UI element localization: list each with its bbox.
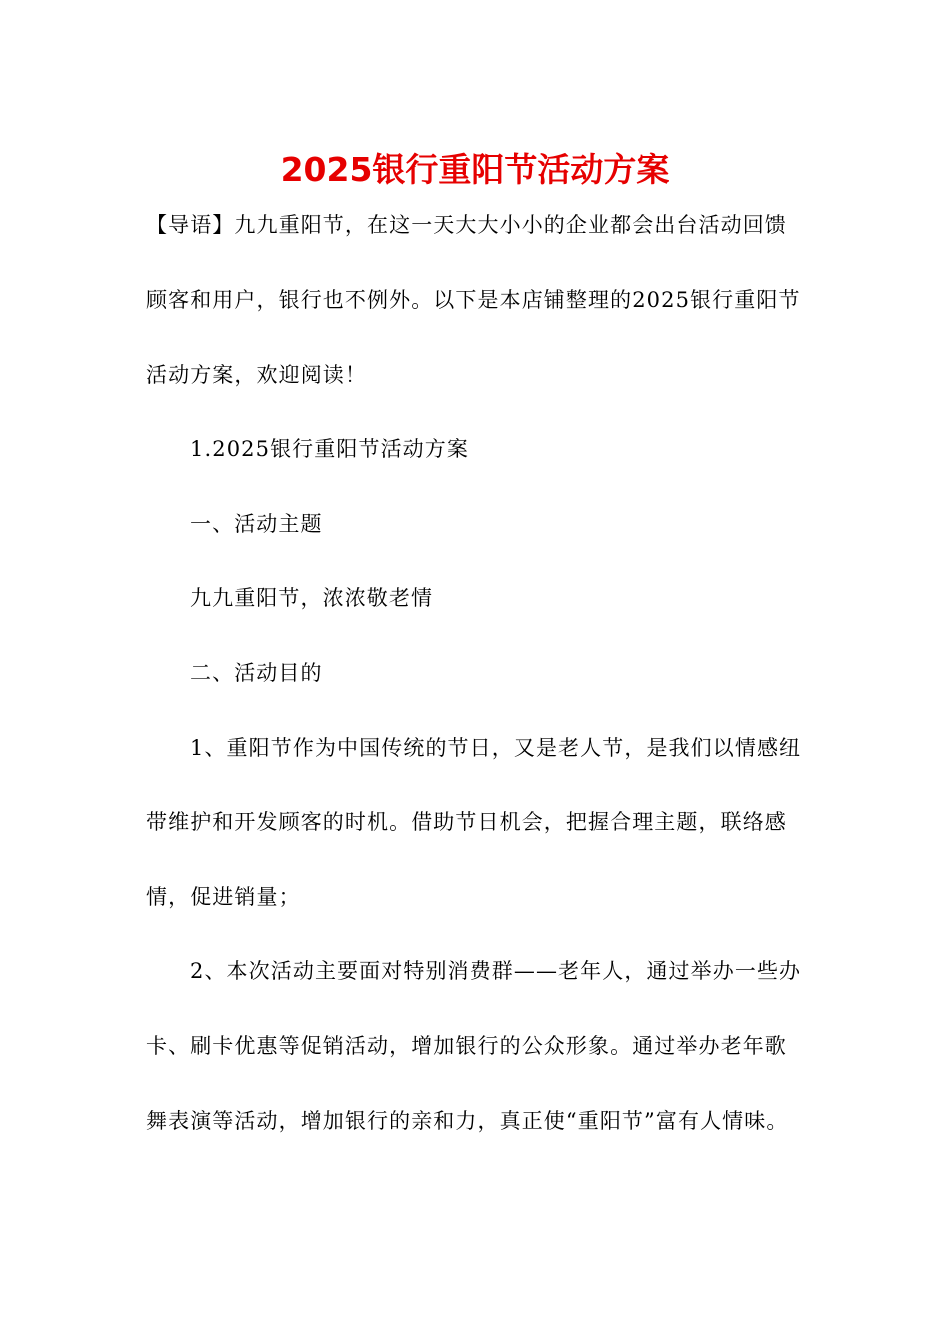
purpose-1-line-1: 1、重阳节作为中国传统的节日，又是老人节，是我们以情感纽 [190, 736, 802, 760]
purpose-2-line-1: 2、本次活动主要面对特别消费群——老年人，通过举办一些办 [190, 959, 802, 983]
intro-line-3: 活动方案，欢迎阅读！ [146, 363, 367, 387]
section-heading: 1.2025银行重阳节活动方案 [190, 437, 469, 461]
purpose-1-line-3: 情，促进销量； [146, 885, 301, 909]
document-title: 2025银行重阳节活动方案 [280, 150, 670, 189]
intro-line-1: 【导语】九九重阳节，在这一天大大小小的企业都会出台活动回馈 [146, 213, 787, 237]
purpose-2-line-2: 卡、刷卡优惠等促销活动，增加银行的公众形象。通过举办老年歌 [146, 1034, 787, 1058]
intro-line-2: 顾客和用户，银行也不例外。以下是本店铺整理的2025银行重阳节 [146, 288, 801, 312]
theme-text: 九九重阳节，浓浓敬老情 [190, 586, 434, 610]
purpose-1-line-2: 带维护和开发顾客的时机。借助节日机会，把握合理主题，联络感 [146, 810, 787, 834]
subheading-theme: 一、活动主题 [190, 512, 323, 536]
subheading-purpose: 二、活动目的 [190, 661, 323, 685]
purpose-2-line-3: 舞表演等活动，增加银行的亲和力，真正使“重阳节”富有人情味。 [146, 1109, 789, 1133]
